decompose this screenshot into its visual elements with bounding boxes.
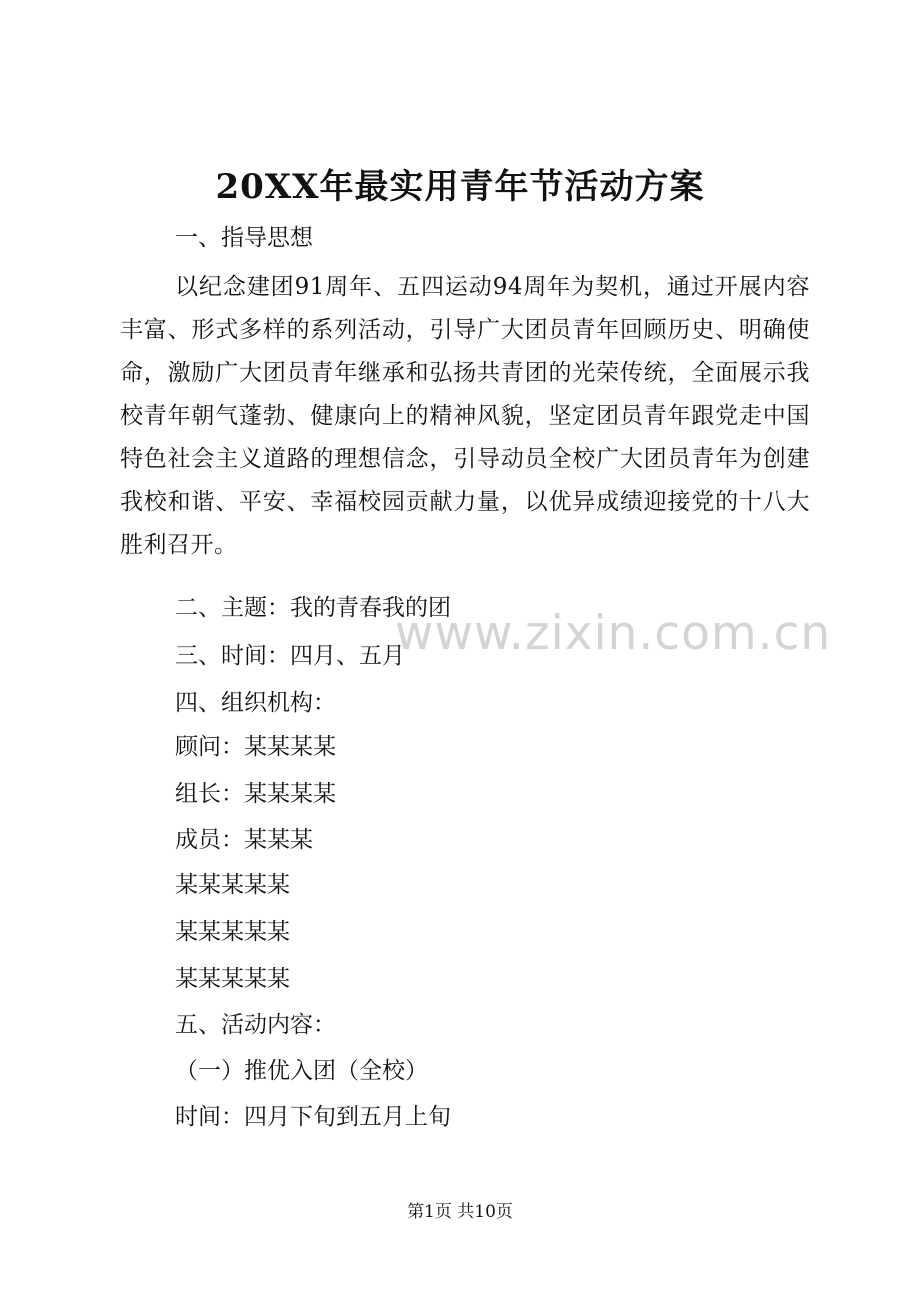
section-4-heading: 四、组织机构：	[175, 690, 336, 716]
activity-1-title: （一）推优入团（全校）	[175, 1058, 428, 1084]
watermark: www.zixin.com.cn	[395, 606, 832, 661]
advisor-line: 顾问：某某某某	[175, 734, 336, 760]
member-line-1: 某某某某某	[175, 872, 290, 898]
member-line-3: 某某某某某	[175, 966, 290, 992]
document-title: 20XX年最实用青年节活动方案	[215, 167, 705, 207]
page-footer: 第1页 共10页	[407, 1202, 513, 1222]
section-1-body: 以纪念建团91周年、五四运动94周年为契机，通过开展内容丰富、形式多样的系列活动，引导广大团员青年回顾历史、明确使命，激励广大团员青年继承和弘扬共青团的光荣传统，全面展示我校青年朝气蓬勃、健康向上的精神风貌，坚定团员青年跟党走中国特色社会主义道路的理想信念，引导动员全校广大团员青年为创建我校和谐、平安、幸福校园贡献力量，以优异成绩迎接党的十八大胜利召开。	[120, 274, 810, 558]
member-line-2: 某某某某某	[175, 919, 290, 945]
members-label-line: 成员：某某某	[175, 827, 313, 853]
activity-1-time: 时间：四月下旬到五月上旬	[175, 1104, 451, 1130]
section-3-time: 三、时间：四月、五月	[175, 643, 405, 669]
section-5-heading: 五、活动内容：	[175, 1012, 336, 1038]
section-1-heading: 一、指导思想	[175, 225, 313, 251]
section-2-theme: 二、主题：我的青春我的团	[175, 595, 451, 621]
leader-line: 组长：某某某某	[175, 781, 336, 807]
